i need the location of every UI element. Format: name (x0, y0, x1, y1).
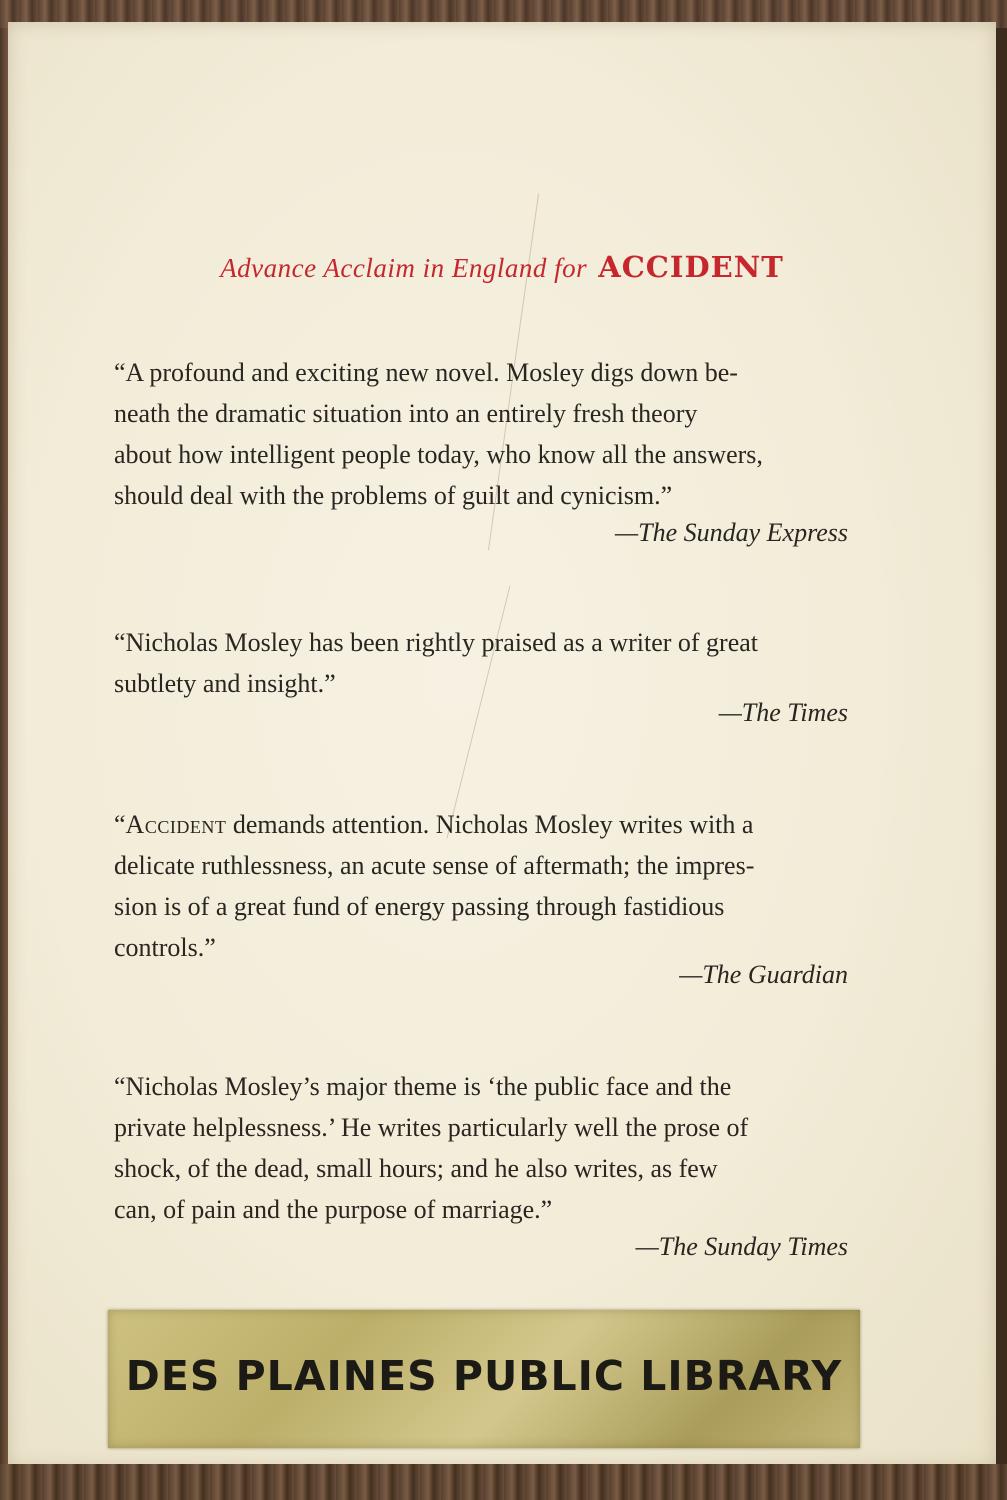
quote-line: sion is of a great fund of energy passing through fastidious (114, 892, 725, 921)
quote-line: should deal with the problems of guilt and cynicism.” (114, 481, 673, 510)
quote-line: “Nicholas Mosley has been rightly praised as a writer of great (114, 628, 759, 657)
quote-line: delicate ruthlessness, an acute sense of aftermath; the impres- (114, 851, 755, 880)
acclaim-heading (8, 250, 996, 284)
review-quote-3 (114, 804, 848, 968)
acclaim-heading-title: ACCIDENT (598, 250, 784, 284)
quote-line: shock, of the dead, small hours; and he also writes, as few (114, 1154, 718, 1183)
review-quote-4 (114, 1066, 848, 1230)
book-title-small-caps: Accident (125, 810, 227, 839)
review-source-2: —The Times (718, 698, 848, 727)
acclaim-heading-prefix: Advance Acclaim in England for (220, 253, 588, 283)
quote-line: “A profound and exciting new novel. Mosley digs down be- (114, 358, 738, 387)
quote-line: can, of pain and the purpose of marriage.” (114, 1195, 553, 1224)
quote-line-rest: demands attention. Nicholas Mosley writes with a (226, 810, 754, 839)
dust-jacket (8, 22, 996, 1468)
quote-line: subtlety and insight.” (114, 669, 336, 698)
quote-line (114, 804, 848, 845)
quote-line: controls.” (114, 933, 216, 962)
open-quote-mark: “ (114, 810, 126, 839)
cover-bottom-edge (0, 1464, 1007, 1500)
quote-line: neath the dramatic situation into an entirely fresh theory (114, 399, 698, 428)
review-source-1: —The Sunday Express (614, 518, 848, 547)
quote-line: “Nicholas Mosley’s major theme is ‘the public face and the (114, 1072, 732, 1101)
review-source-4: —The Sunday Times (635, 1232, 848, 1261)
review-source-3: —The Guardian (679, 960, 848, 989)
quote-line: about how intelligent people today, who know all the answers, (114, 440, 763, 469)
library-label-text: DES PLAINES PUBLIC LIBRARY (125, 1352, 843, 1400)
quote-line: private helplessness.’ He writes particularly well the prose of (114, 1113, 749, 1142)
review-quote-1 (114, 352, 848, 516)
review-quote-2 (114, 622, 848, 704)
library-label-sticker (108, 1310, 860, 1448)
